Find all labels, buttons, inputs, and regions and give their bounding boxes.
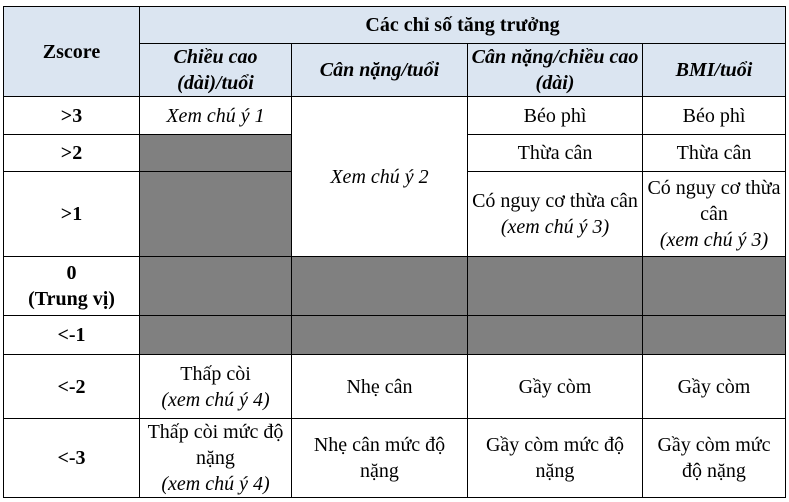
- shaded-cell: [643, 316, 786, 355]
- weight-age-cell: Nhẹ cân mức độ nặng: [292, 419, 468, 498]
- shaded-cell: [140, 172, 292, 257]
- cell-note: (xem chú ý 3): [659, 229, 769, 251]
- height-age-cell: Xem chú ý 1: [140, 97, 292, 135]
- shaded-cell: [140, 135, 292, 172]
- header-zscore: Zscore: [4, 7, 140, 97]
- cell-note: (xem chú ý 4): [161, 473, 270, 495]
- height-age-cell: [140, 419, 292, 498]
- header-weight-for-height: Cân nặng/chiều cao (dài): [468, 44, 643, 97]
- shaded-cell: [643, 257, 786, 316]
- cell-text: Thấp còi: [180, 362, 251, 385]
- header-height-for-age: Chiều cao (dài)/tuổi: [140, 44, 292, 97]
- shaded-cell: [140, 316, 292, 355]
- header-weight-for-age: Cân nặng/tuổi: [292, 44, 468, 97]
- bmi-age-cell: Béo phì: [643, 97, 786, 135]
- zscore-label: [4, 257, 140, 316]
- shaded-cell: [292, 257, 468, 316]
- bmi-age-cell: [643, 172, 786, 257]
- zscore-label: >1: [4, 172, 140, 257]
- cell-note: (xem chú ý 3): [500, 216, 610, 238]
- shaded-cell: [140, 257, 292, 316]
- header-bmi-for-age: BMI/tuổi: [643, 44, 786, 97]
- bmi-age-cell: Gầy còm mức độ nặng: [643, 419, 786, 498]
- zscore-value: 0: [66, 262, 77, 284]
- height-age-cell: [140, 355, 292, 419]
- weight-age-cell: Nhẹ cân: [292, 355, 468, 419]
- cell-text: Thấp còi mức độ nặng: [147, 421, 284, 469]
- zscore-label: <-1: [4, 316, 140, 355]
- weight-height-cell: Béo phì: [468, 97, 643, 135]
- zscore-label: >2: [4, 135, 140, 172]
- weight-height-cell: [468, 172, 643, 257]
- cell-text: Có nguy cơ thừa cân: [472, 190, 638, 212]
- zscore-label: >3: [4, 97, 140, 135]
- zscore-label: <-2: [4, 355, 140, 419]
- zscore-label: <-3: [4, 419, 140, 498]
- shaded-cell: [468, 316, 643, 355]
- shaded-cell: [292, 316, 468, 355]
- bmi-age-cell: Gầy còm: [643, 355, 786, 419]
- cell-note: (xem chú ý 4): [161, 388, 270, 411]
- cell-text: Có nguy cơ thừa cân: [647, 177, 781, 225]
- header-growth-indicators: Các chỉ số tăng trưởng: [140, 7, 786, 44]
- weight-age-merged-cell: Xem chú ý 2: [292, 97, 468, 257]
- shaded-cell: [468, 257, 643, 316]
- growth-indicators-table: [3, 6, 786, 498]
- weight-height-cell: Gầy còm mức độ nặng: [468, 419, 643, 498]
- zscore-median: (Trung vị): [28, 288, 115, 310]
- weight-height-cell: Thừa cân: [468, 135, 643, 172]
- weight-height-cell: Gầy còm: [468, 355, 643, 419]
- bmi-age-cell: Thừa cân: [643, 135, 786, 172]
